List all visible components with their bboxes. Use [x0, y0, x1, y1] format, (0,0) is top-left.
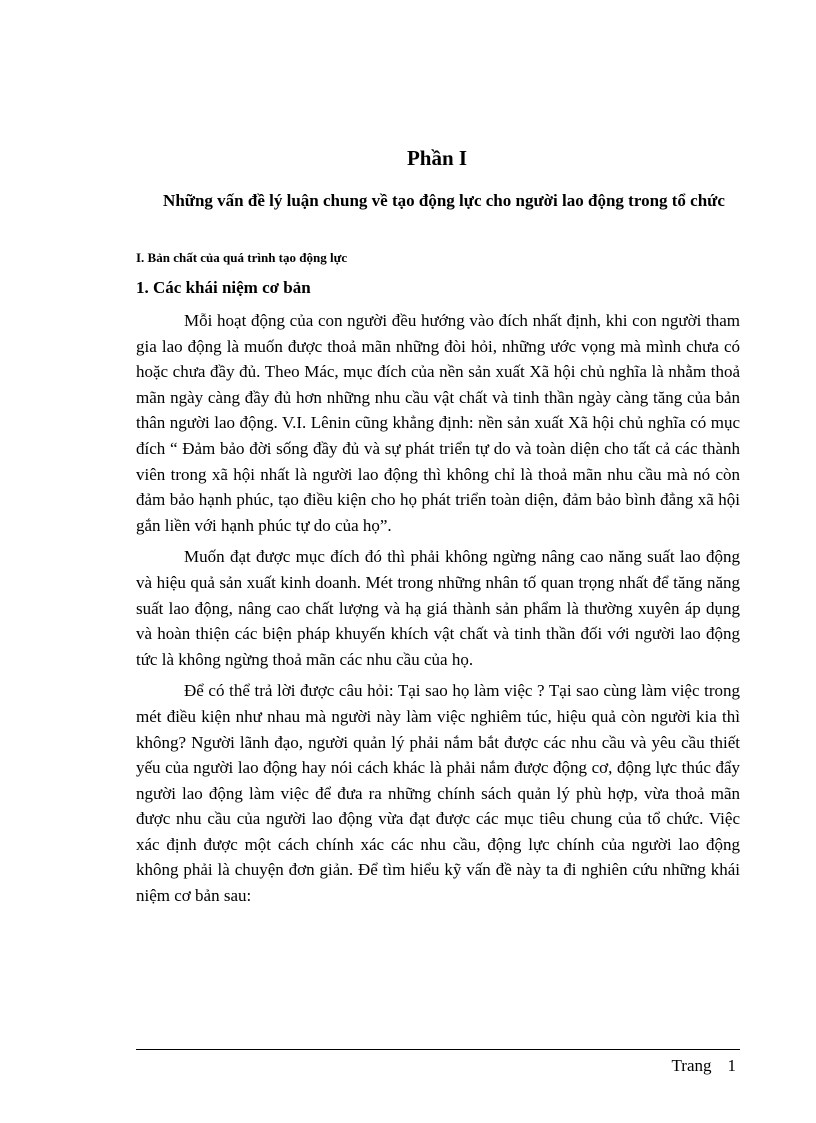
chapter-title: Những vấn đề lý luận chung về tạo động lực cho người lao động trong tổ chức — [163, 191, 725, 210]
section-heading: I. Bản chất của quá trình tạo động lực — [136, 250, 348, 265]
footer-rule — [136, 1049, 740, 1050]
page-footer — [672, 1056, 737, 1076]
page-label: Trang — [671, 1056, 712, 1075]
page-number: 1 — [727, 1056, 736, 1075]
paragraph-3: Để có thể trả lời được câu hỏi: Tại sao họ làm việc ? Tại sao cùng làm việc trong mét điều kiện như nhau mà người này làm việc nghiêm túc, hiệu quả còn người kia thì không? Người lãnh đạo, người quản lý phải nắm bắt được các nhu cầu và yêu cầu thiết yếu của người lao động hay nói cách khác là phải nắm được động cơ, động lực thúc đẩy người lao động làm việc để đưa ra những chính sách quản lý phù hợp, vừa thoả mãn được nhu cầu của người lao động vừa đạt được các mục tiêu chung của tổ chức. Việc xác định được một cách chính xác các nhu cầu, động lực chính của người lao động không phải là chuyện đơn giản. Để tìm hiểu kỹ vấn đề này ta đi nghiên cứu những khái niệm cơ bản sau: — [136, 681, 740, 906]
paragraph-1: Mỗi hoạt động của con người đều hướng vào đích nhất định, khi con người tham gia lao động là muốn được thoả mãn những đòi hỏi, những ước vọng mà mình chưa có hoặc chưa đầy đủ. Theo Mác, mục đích của nền sản xuất Xã hội chủ nghĩa là nhằm thoả mãn ngày càng đầy đủ hơn những nhu cầu vật chất và tinh thần ngày càng tăng của bản thân người lao động. V.I. Lênin cũng khẳng định: nền sản xuất Xã hội chủ nghĩa có mục đích “ Đảm bảo đời sống đầy đủ và sự phát triển tự do và toàn diện cho tất cả các thành viên trong xã hội nhất là người lao động thì không chỉ là thoả mãn nhu cầu mà nó còn đảm bảo hạnh phúc, tạo điều kiện cho họ phát triển toàn diện, đảm bảo bình đẳng xã hội gắn liền với hạnh phúc tự do của họ”. — [136, 311, 740, 535]
part-title: Phần I — [406, 146, 468, 170]
paragraph-2: Muốn đạt được mục đích đó thì phải không ngừng nâng cao năng suất lao động và hiệu quả sản xuất kinh doanh. Mét trong những nhân tố quan trọng nhất để tăng năng suất lao động, nâng cao chất lượng và hạ giá thành sản phẩm là thường xuyên áp dụng và hoàn thiện các biện pháp khuyến khích vật chất và tinh thần đối với người lao động tức là không ngừng thoả mãn các nhu cầu của họ. — [136, 547, 740, 669]
body-text — [136, 308, 740, 915]
sub-heading: 1. Các khái niệm cơ bản — [136, 278, 311, 297]
